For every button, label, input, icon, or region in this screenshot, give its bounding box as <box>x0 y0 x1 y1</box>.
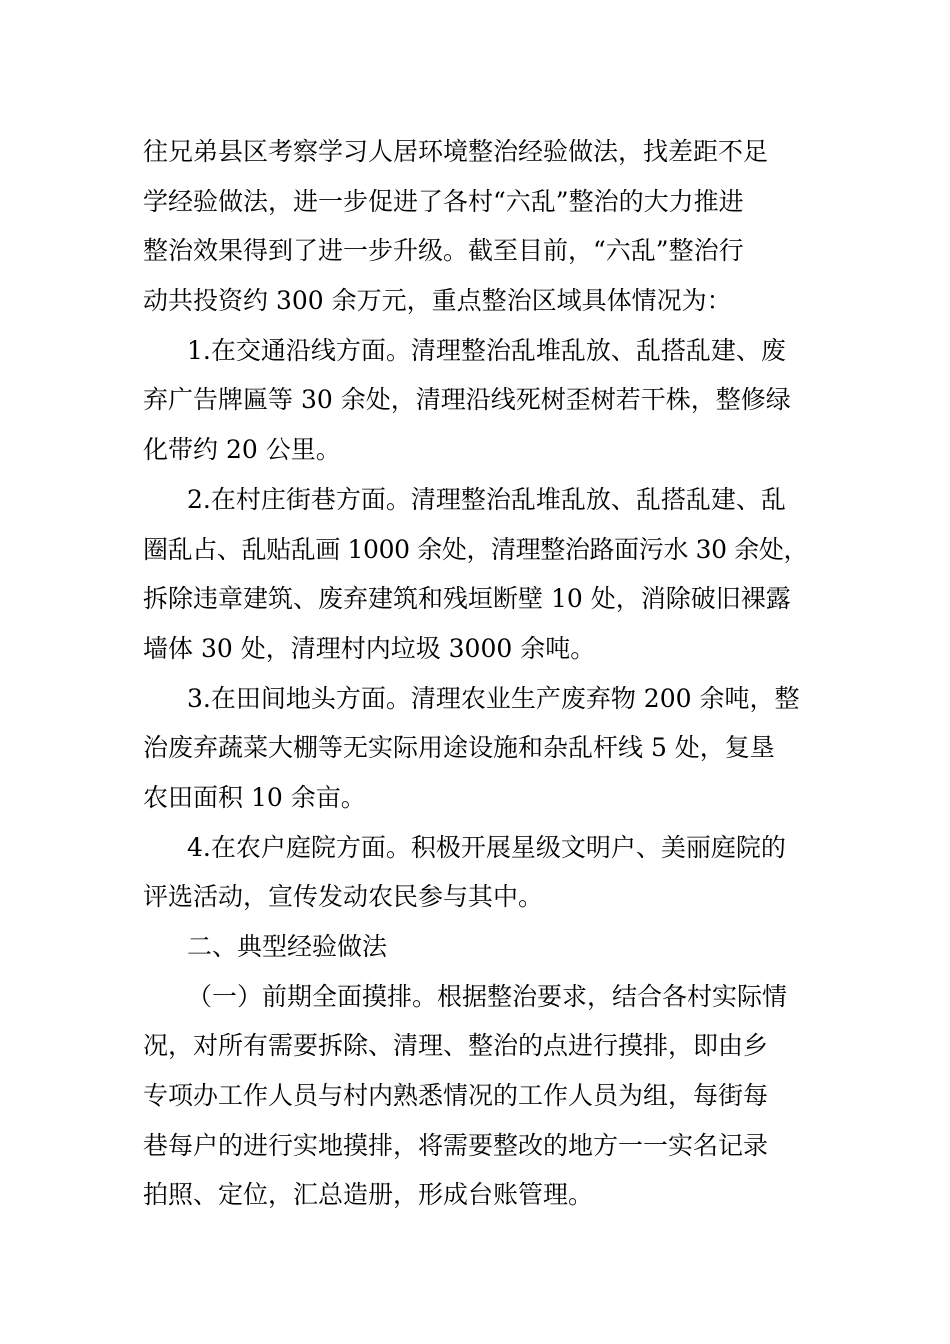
paragraph-line: 化带约 20 公里。 <box>143 435 341 465</box>
paragraph-first-line: （一）前期全面摸排。根据整治要求，结合各村实际情 <box>187 981 788 1011</box>
paragraph-first-line: 2.在村庄街巷方面。清理整治乱堆乱放、乱搭乱建、乱 <box>187 484 786 514</box>
paragraph-line: 学经验做法，进一步促进了各村“六乱”整治的大力推进 <box>143 186 744 216</box>
paragraph-first-line: 1.在交通沿线方面。清理整治乱堆乱放、乱搭乱建、废 <box>187 335 786 365</box>
paragraph-line: 农田面积 10 余亩。 <box>143 782 366 812</box>
paragraph-line: 拍照、定位，汇总造册，形成台账管理。 <box>143 1180 594 1210</box>
paragraph-line: 往兄弟县区考察学习人居环境整治经验做法，找差距不足 <box>143 137 769 166</box>
paragraph-line: 治废弃蔬菜大棚等无实际用途设施和杂乱杆线 5 处，复垦 <box>143 733 775 763</box>
paragraph-line: 评选活动，宣传发动农民参与其中。 <box>143 882 544 912</box>
paragraph-line: 况，对所有需要拆除、清理、整治的点进行摸排，即由乡 <box>143 1031 769 1061</box>
paragraph-line: 动共投资约 300 余万元，重点整治区域具体情况为： <box>143 286 732 316</box>
paragraph-line: 巷每户的进行实地摸排，将需要整改的地方一一实名记录 <box>143 1130 769 1160</box>
paragraph-line: 专项办工作人员与村内熟悉情况的工作人员为组，每街每 <box>143 1081 769 1111</box>
paragraph-line: 整治效果得到了进一步升级。截至目前，“六乱”整治行 <box>143 236 744 266</box>
paragraph-line: 圈乱占、乱贴乱画 1000 余处，清理整治路面污水 30 余处， <box>143 534 809 564</box>
paragraph-line: 墙体 30 处，清理村内垃圾 3000 余吨。 <box>143 633 596 663</box>
paragraph-first-line: 3.在田间地头方面。清理农业生产废弃物 200 余吨，整 <box>187 683 800 713</box>
paragraph-line: 拆除违章建筑、废弃建筑和残垣断壁 10 处，消除破旧裸露 <box>143 584 791 614</box>
paragraph-first-line: 4.在农户庭院方面。积极开展星级文明户、美丽庭院的 <box>187 832 786 862</box>
paragraph-line: 弃广告牌匾等 30 余处，清理沿线死树歪树若干株，整修绿 <box>143 385 791 415</box>
document-body <box>143 127 808 1220</box>
paragraph-first-line: 二、典型经验做法 <box>187 932 388 961</box>
